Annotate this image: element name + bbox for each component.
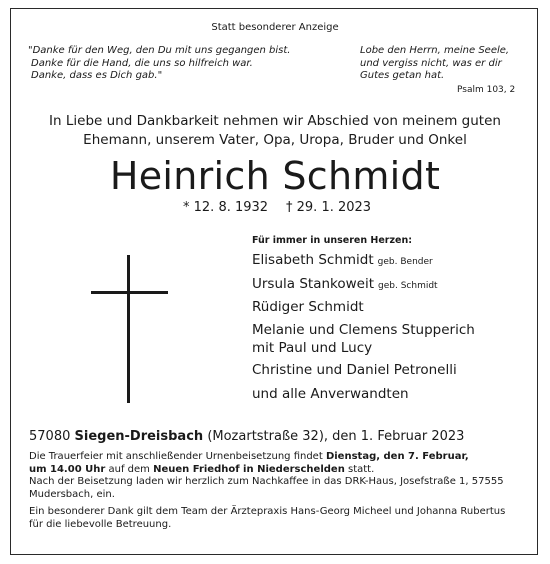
mourner	[252, 339, 475, 357]
quote-right-line: und vergiss nicht, was er dir	[360, 57, 502, 69]
mourner	[252, 250, 475, 274]
mourner-name: mit Paul und Lucy	[252, 339, 373, 356]
funeral-paragraph	[29, 451, 509, 501]
mourner-name: Elisabeth Schmidt	[252, 252, 374, 268]
mourner-note: geb. Schmidt	[378, 280, 438, 291]
mourner-name: Rüdiger Schmidt	[252, 299, 364, 315]
mourner	[252, 360, 475, 382]
funeral-cemetery: Neuen Friedhof in Niederschelden	[153, 463, 345, 475]
place-date-line	[29, 429, 464, 444]
mourner	[252, 274, 475, 298]
mourner	[252, 384, 475, 406]
coffee-text: Nach der Beisetzung laden wir herzlich zum Nachkaffee in das DRK-Haus, Josefstraße 1, 57555 Mudersbach, ein.	[29, 476, 504, 500]
intro-text	[0, 112, 550, 150]
place-zip: 57080	[29, 429, 71, 444]
quote-left-line: Danke, dass es Dich gab."	[31, 70, 163, 81]
place-city: Siegen-Dreisbach	[74, 429, 204, 444]
quote-right	[360, 45, 509, 83]
mourner-name: Ursula Stankoweit	[252, 275, 375, 292]
mourner-name: und alle Anverwandten	[252, 386, 409, 402]
notice-header: Statt besonderer Anzeige	[211, 22, 339, 33]
funeral-details	[29, 451, 509, 531]
mourner	[252, 321, 475, 339]
mourners-list	[252, 234, 475, 406]
quote-right-line: Lobe den Herrn, meine Seele,	[360, 45, 510, 56]
quote-left	[28, 45, 290, 83]
quote-reference: Psalm 103, 2	[457, 85, 516, 95]
place-rest: (Mozartstraße 32), den 1. Februar 2023	[207, 429, 465, 444]
mourner-name: Melanie und Clemens Stupperich	[252, 321, 475, 338]
mourner-note: geb. Bender	[377, 257, 433, 267]
intro-line: In Liebe und Dankbarkeit nehmen wir Abschied von meinem guten	[49, 113, 501, 129]
funeral-text: statt.	[348, 463, 375, 475]
birth-date: * 12. 8. 1932	[183, 200, 269, 215]
intro-line: Ehemann, unserem Vater, Opa, Uropa, Bruder und Onkel	[83, 132, 467, 148]
death-date: † 29. 1. 2023	[286, 200, 372, 215]
funeral-time: um 14.00 Uhr	[29, 463, 106, 475]
cross-icon	[127, 255, 130, 403]
deceased-name: Heinrich Schmidt	[109, 154, 441, 198]
mourners-heading: Für immer in unseren Herzen:	[252, 235, 413, 246]
cross-icon-bar	[91, 291, 168, 294]
quote-left-line: Danke für die Hand, die uns so hilfreich war.	[31, 57, 253, 69]
funeral-text: Die Trauerfeier mit anschließender Urnenbeisetzung findet	[29, 451, 323, 462]
funeral-day: Dienstag, den 7. Februar,	[325, 451, 469, 462]
mourner	[252, 297, 475, 319]
funeral-text: auf dem	[108, 463, 150, 475]
quote-right-line: Gutes getan hat.	[360, 70, 445, 81]
thanks-paragraph: Ein besonderer Dank gilt dem Team der Ärztepraxis Hans-Georg Micheel und Johanna Rubertus für die liebevolle Betreuung.	[29, 506, 506, 530]
mourner-name: Christine und Daniel Petronelli	[252, 361, 457, 378]
quote-left-line: "Danke für den Weg, den Du mit uns gegangen bist.	[28, 45, 291, 56]
